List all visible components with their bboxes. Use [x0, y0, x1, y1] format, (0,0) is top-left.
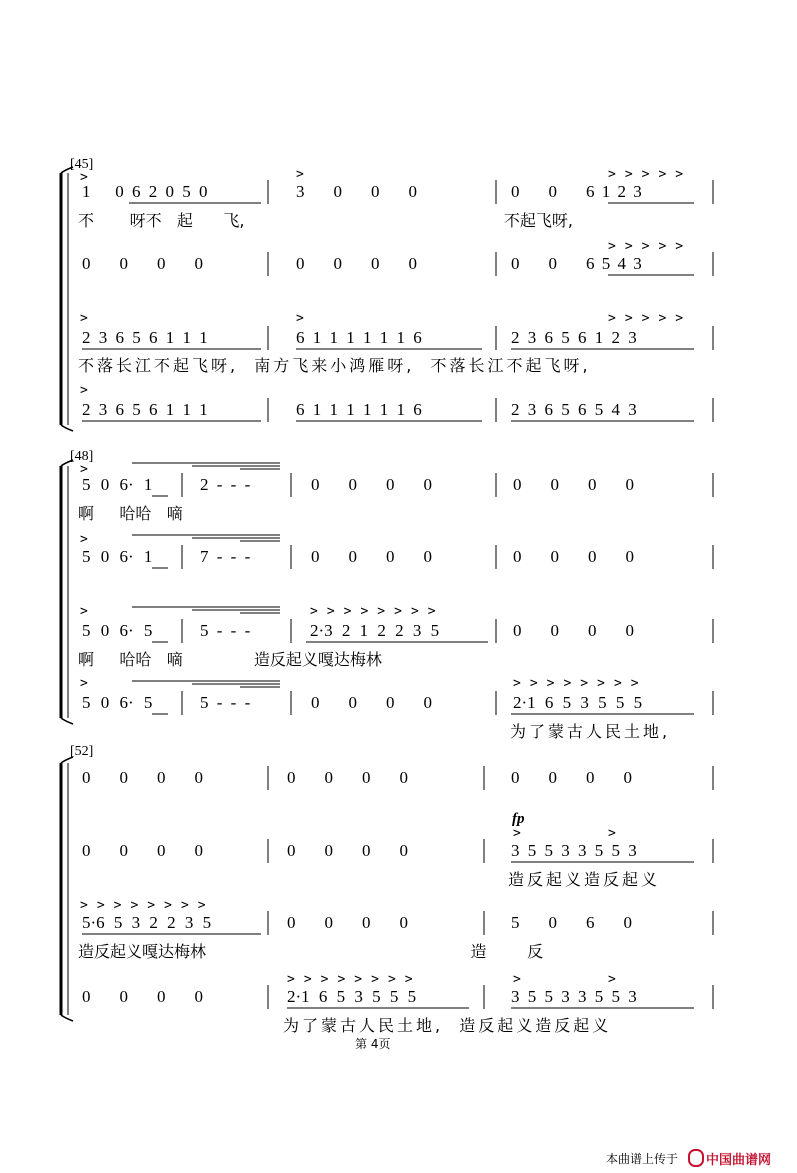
- measure-notes: 0 0 0 0: [511, 768, 632, 787]
- measure-notes: 0 0 0 0: [296, 254, 417, 273]
- accent-marks: >>>>>>>>: [287, 972, 422, 987]
- measure-notes: 5 0 6· 1: [82, 547, 153, 566]
- lyrics-line: 不 呀不 起 飞, 不起飞呀,: [78, 211, 573, 230]
- measure-notes: 2 3 6 5 6 5 4 3: [511, 400, 637, 419]
- accent-marks: >: [513, 972, 521, 987]
- rehearsal-mark: [45]: [70, 157, 94, 172]
- accent-marks: >: [608, 826, 616, 841]
- lyrics-line: 造反起义造反起义: [508, 870, 661, 889]
- accent-marks: >>>>>: [608, 167, 693, 182]
- measure-notes: 0 0 0 0: [311, 547, 432, 566]
- measure-notes: 5 0 6· 1: [82, 475, 153, 494]
- measure-notes: 5 0 6 0: [511, 913, 632, 932]
- accent-marks: >>>>>>>>: [513, 676, 648, 691]
- measure-notes: 0 0 0 0: [82, 987, 203, 1006]
- rehearsal-mark: [52]: [70, 744, 94, 759]
- measure-notes: 0 0 6 1 2 3: [511, 182, 642, 201]
- lyrics-line: 不落长江不起飞呀, 南方飞来小鸿雁呀, 不落长江不起飞呀,: [78, 356, 591, 375]
- accent-marks: >: [296, 311, 304, 326]
- accent-marks: >: [80, 676, 88, 691]
- measure-notes: 5 - - -: [200, 621, 251, 640]
- measure-notes: 0 0 0 0: [82, 768, 203, 787]
- accent-marks: >: [513, 826, 521, 841]
- accent-marks: >>>>>>>>: [80, 898, 215, 913]
- measure-notes: 2 3 6 5 6 1 1 1: [82, 328, 208, 347]
- accent-marks: >>>>>: [608, 239, 693, 254]
- measure-notes: 2 3 6 5 6 1 1 1: [82, 400, 208, 419]
- accent-marks: >: [80, 383, 88, 398]
- measure-notes: 0 0 0 0: [311, 475, 432, 494]
- measure-notes: 0 0 0 0: [287, 841, 408, 860]
- accent-marks: >: [296, 167, 304, 182]
- measure-notes: 3 5 5 3 3 5 5 3: [511, 841, 637, 860]
- measure-notes: 3 5 5 3 3 5 5 3: [511, 987, 637, 1006]
- measure-notes: 6 1 1 1 1 1 1 6: [296, 400, 422, 419]
- measure-notes: 0 0 0 0: [513, 475, 634, 494]
- accent-marks: >>>>>>>>: [310, 604, 445, 619]
- measure-notes: 0 0 6 5 4 3: [511, 254, 642, 273]
- measure-notes: 6 1 1 1 1 1 1 6: [296, 328, 422, 347]
- measure-notes: 0 0 0 0: [82, 841, 203, 860]
- measure-notes: 0 0 0 0: [513, 621, 634, 640]
- measure-notes: 2·1 6 5 3 5 5 5: [513, 693, 643, 712]
- page-number: 第 4页: [355, 1037, 391, 1051]
- lyrics-line: 为了蒙古人民土地, 造反起义造反起义: [283, 1016, 612, 1035]
- measure-notes: 0 0 0 0: [287, 913, 408, 932]
- dynamic-marking: fp: [512, 811, 525, 827]
- site-logo-icon: [688, 1149, 704, 1167]
- upload-credit: 本曲谱上传于: [606, 1152, 679, 1166]
- measure-notes: 0 0 0 0: [287, 768, 408, 787]
- measure-notes: 5 - - -: [200, 693, 251, 712]
- measure-notes: 5 0 6· 5: [82, 621, 153, 640]
- measure-notes: 2·3 2 1 2 2 3 5: [310, 621, 440, 640]
- measure-notes: 5 0 6· 5: [82, 693, 153, 712]
- accent-marks: >: [80, 532, 88, 547]
- lyrics-line: 为了蒙古人民土地,: [510, 722, 671, 741]
- site-brand: 中国曲谱网: [706, 1153, 772, 1168]
- lyrics-line: 造反起义嘎达梅林 造 反: [78, 942, 544, 961]
- measure-notes: 0 0 0 0: [82, 254, 203, 273]
- accent-marks: >: [80, 462, 88, 477]
- accent-marks: >>>>>: [608, 311, 693, 326]
- measure-notes: 1 0 6 2 0 5 0: [82, 182, 208, 201]
- measure-notes: 3 0 0 0: [296, 182, 417, 201]
- lyrics-line: 啊 哈哈 嘀 造反起义嘎达梅林: [78, 650, 382, 669]
- accent-marks: >: [80, 311, 88, 326]
- lyrics-line: 啊 哈哈 嘀: [78, 504, 183, 523]
- measure-notes: 0 0 0 0: [311, 693, 432, 712]
- accent-marks: >: [80, 170, 88, 185]
- measure-notes: 2 3 6 5 6 1 2 3: [511, 328, 637, 347]
- measure-notes: 7 - - -: [200, 547, 251, 566]
- accent-marks: >: [608, 972, 616, 987]
- measure-notes: 2·1 6 5 3 5 5 5: [287, 987, 417, 1006]
- measure-notes: 5·6 5 3 2 2 3 5: [82, 913, 212, 932]
- measure-notes: 2 - - -: [200, 475, 251, 494]
- accent-marks: >: [80, 604, 88, 619]
- rehearsal-mark: [48]: [70, 449, 94, 464]
- measure-notes: 0 0 0 0: [513, 547, 634, 566]
